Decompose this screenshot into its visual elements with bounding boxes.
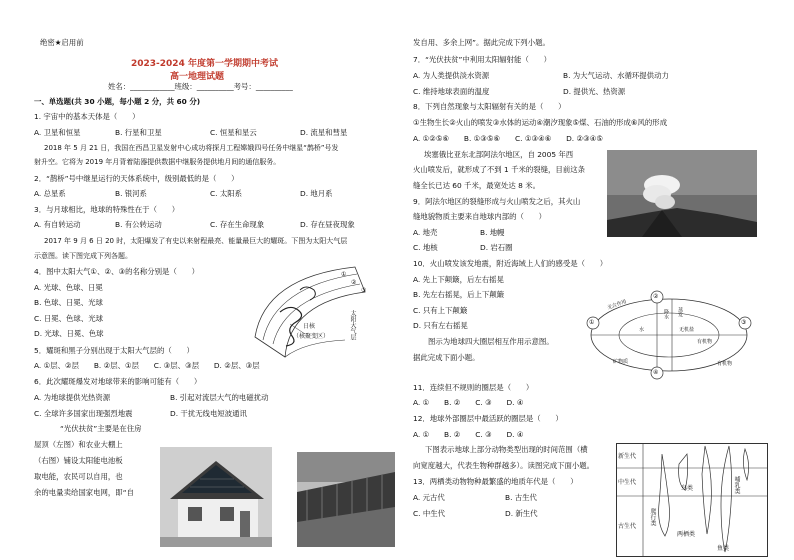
option: D. 新生代: [505, 509, 538, 518]
option: B. 银河系: [115, 189, 147, 198]
sphere-num: ①: [589, 319, 595, 326]
option: D. 干扰无线电短波通讯: [170, 409, 247, 418]
option: C. 全球许多国家出现强烈地震: [34, 409, 133, 418]
option: C. 恒星和星云: [210, 128, 257, 137]
sphere-label: 无机盐: [679, 327, 695, 333]
era-label: 新生代: [618, 453, 637, 460]
passage: “光伏扶贫”主要是在住房: [60, 424, 142, 433]
passage: 埃塞俄比亚东北部阿法尔地区，自 2005 年西: [424, 150, 574, 159]
option: C. 存在生命现象: [210, 220, 265, 229]
question-12: 12．地球外部圈层中最活跃的圈层是（ ）: [413, 414, 563, 423]
sun-atmosphere-label: 太阳大气层: [349, 310, 356, 340]
option: D. 提供光、热资源: [563, 87, 626, 96]
section-heading: 一、单选题(共 30 小题，每小题 2 分，共 60 分): [34, 97, 201, 106]
passage: 2017 年 9 月 6 日 20 时，太阳爆发了有史以来射程最亮、能量最巨大的耀斑。下图为太阳大气层: [44, 237, 348, 245]
option: A. 先上下颠簸，后左右摇晃: [413, 275, 504, 284]
passage: 据此完成下面小题。: [413, 353, 480, 362]
passage: 下图表示地球上部分动物类型出现的时间范围（横: [425, 445, 588, 454]
option: D. 流星和彗星: [300, 128, 348, 137]
question-9: 9．阿法尔地区的裂缝形成与火山喷发之后，其火山: [413, 197, 581, 206]
option: C. 地核: [413, 243, 438, 252]
sphere-label: 水: [639, 327, 645, 333]
question-7: 7．“光伏扶贫”中利用太阳辐射能（ ）: [413, 55, 552, 64]
option: B. 为大气运动、水循环提供动力: [563, 71, 669, 80]
passage: 余的电量卖给国家电网，即“自: [34, 488, 134, 497]
animal-label: 爬行类: [649, 508, 656, 526]
option: D. 岩石圈: [480, 243, 513, 252]
option: A. 地壳: [413, 228, 438, 237]
q8-items: ①生物生长②火山的喷发③水体的运动④潮汐现象⑤煤、石油的形成⑥风的形成: [413, 118, 668, 127]
sphere-label: 光合作用: [606, 298, 628, 312]
evolution-diagram: [616, 443, 768, 557]
option: A. 有自转运动: [34, 220, 81, 229]
option: C. 维持地球表面的温度: [413, 87, 490, 96]
option: B. 地幔: [480, 228, 505, 237]
exam-title: 2023-2024 年度第一学期期中考试: [131, 59, 278, 69]
option: C. 日冕、色球、光球: [34, 314, 103, 323]
option: B. 有公转运动: [115, 220, 162, 229]
solar-greenhouse-photo: [297, 452, 395, 547]
sphere-label: 有机物: [697, 339, 713, 345]
secret-mark: 绝密★启用前: [40, 38, 84, 47]
question-8: 8．下列自然现象与太阳辐射有关的是（ ）: [413, 102, 566, 111]
sphere-label: 矿物质: [613, 359, 629, 365]
option-row: A. ①层、②层 B. ②层、①层 C. ③层、③层 D. ②层、③层: [34, 361, 260, 370]
era-label: 古生代: [618, 523, 637, 530]
option: D. 存在昼夜现象: [300, 220, 355, 229]
volcano-photo: [607, 150, 757, 237]
sphere-num: ②: [653, 293, 659, 300]
passage: 取电能，农民可以自用，也: [34, 472, 123, 481]
sphere-label: 蒸发: [677, 307, 683, 317]
question-13: 13．两栖类动物物种最繁盛的地质年代是（ ）: [413, 477, 578, 486]
sun-core-sublabel: （核聚变区）: [293, 333, 330, 340]
passage: 向宽度越大，代表生物种群越多）。读图完成下面小题。: [413, 461, 595, 470]
option: B. 行星和卫星: [115, 128, 162, 137]
question-3: 3．与月球相比，地球的特殊性在于（ ）: [34, 205, 180, 214]
passage: 示意图。读下图完成下列各题。: [34, 252, 132, 260]
option: A. 为地球提供光热资源: [34, 393, 111, 402]
option: D. 只有左右摇晃: [413, 321, 468, 330]
sun-layer-num: ③: [361, 287, 367, 294]
question-4: 4．图中太阳大气①、②、③的名称分别是（ ）: [34, 267, 200, 276]
passage: 火山喷发后，就形成了不到 1 千米的裂缝，目前这条: [413, 165, 585, 174]
question-11: 11．连续但不规则的圈层是（ ）: [413, 383, 534, 392]
question-9-cont: 缝地貌物质主要来自地球内部的（ ）: [413, 212, 547, 221]
option-row: A. ①②⑤⑥ B. ①③⑤⑥ C. ①③④⑥ D. ②③④⑤: [413, 134, 603, 143]
animal-label: 两栖类: [677, 531, 696, 538]
animal-label: 哺乳类: [733, 476, 740, 494]
sun-layer-num: ②: [351, 279, 357, 286]
option: B. 色球、日冕、光球: [34, 298, 103, 307]
passage: 图示为地球四大圈层相互作用示意图。: [428, 337, 554, 346]
option: A. 为人类提供淡水资源: [413, 71, 490, 80]
option: A. 卫星和恒星: [34, 128, 81, 137]
option: B. 古生代: [505, 493, 537, 502]
option: D. 光球、日冕、色球: [34, 329, 104, 338]
option: A. 总星系: [34, 189, 66, 198]
option-row: A. ① B. ② C. ③ D. ④: [413, 398, 524, 407]
question-1: 1. 宇宙中的基本天体是（ ）: [34, 112, 140, 121]
passage: 2018 年 5 月 21 日，我国在西昌卫星发射中心成功将探月工程嫦娥四号任务中继星“鹊桥”号发: [44, 144, 339, 152]
passage: （右图）铺设太阳能电池板: [34, 456, 123, 465]
sphere-label: 降水: [663, 309, 669, 319]
era-label: 中生代: [618, 479, 637, 486]
question-10: 10．火山喷发该发地震，附近海域上人们的感受是（ ）: [413, 259, 608, 268]
passage: 射升空。它将为 2019 年月背着陆器提供数据中继服务提供地月间的通信服务。: [34, 158, 281, 166]
passage: 缝全长已达 60 千米，最宽处达 8 米。: [413, 181, 540, 190]
option: B. 引起对流层大气的电磁扰动: [170, 393, 269, 402]
sphere-num: ④: [653, 369, 659, 376]
option: A. 元古代: [413, 493, 445, 502]
sun-core-label: 日核: [303, 323, 316, 330]
option: C. 只有上下颠簸: [413, 306, 468, 315]
option-row: A. ① B. ② C. ③ D. ④: [413, 430, 524, 439]
option: B. 先左右摇晃，后上下颠簸: [413, 290, 505, 299]
student-info: 姓名：____________班级：__________考号：__________: [108, 82, 293, 91]
question-2: 2．“鹊桥”号中继星运行的天体系统中，级别最低的是（ ）: [34, 174, 239, 183]
sun-layer-num: ①: [341, 271, 347, 278]
exam-subtitle: 高一地理试题: [170, 72, 225, 82]
sphere-label: 有机物: [717, 361, 733, 367]
passage: 屋顶（左图）和农业大棚上: [34, 440, 123, 449]
passage: 发自用、多余上网”。据此完成下列小题。: [413, 38, 550, 47]
option: A. 光球、色球、日冕: [34, 283, 103, 292]
solar-roof-photo: [160, 447, 272, 547]
animal-label: 鱼类: [717, 545, 730, 552]
option: C. 太阳系: [210, 189, 243, 198]
question-6: 6．此次耀斑爆发对地球带来的影响可能有（ ）: [34, 377, 202, 386]
question-5: 5．耀斑和黑子分别出现于太阳大气层的（ ）: [34, 346, 194, 355]
option: D. 地月系: [300, 189, 333, 198]
option: C. 中生代: [413, 509, 446, 518]
spheres-diagram: [577, 285, 762, 385]
animal-label: 鸟类: [681, 485, 694, 492]
sphere-num: ③: [741, 319, 747, 326]
sun-layers-diagram: [245, 262, 385, 372]
